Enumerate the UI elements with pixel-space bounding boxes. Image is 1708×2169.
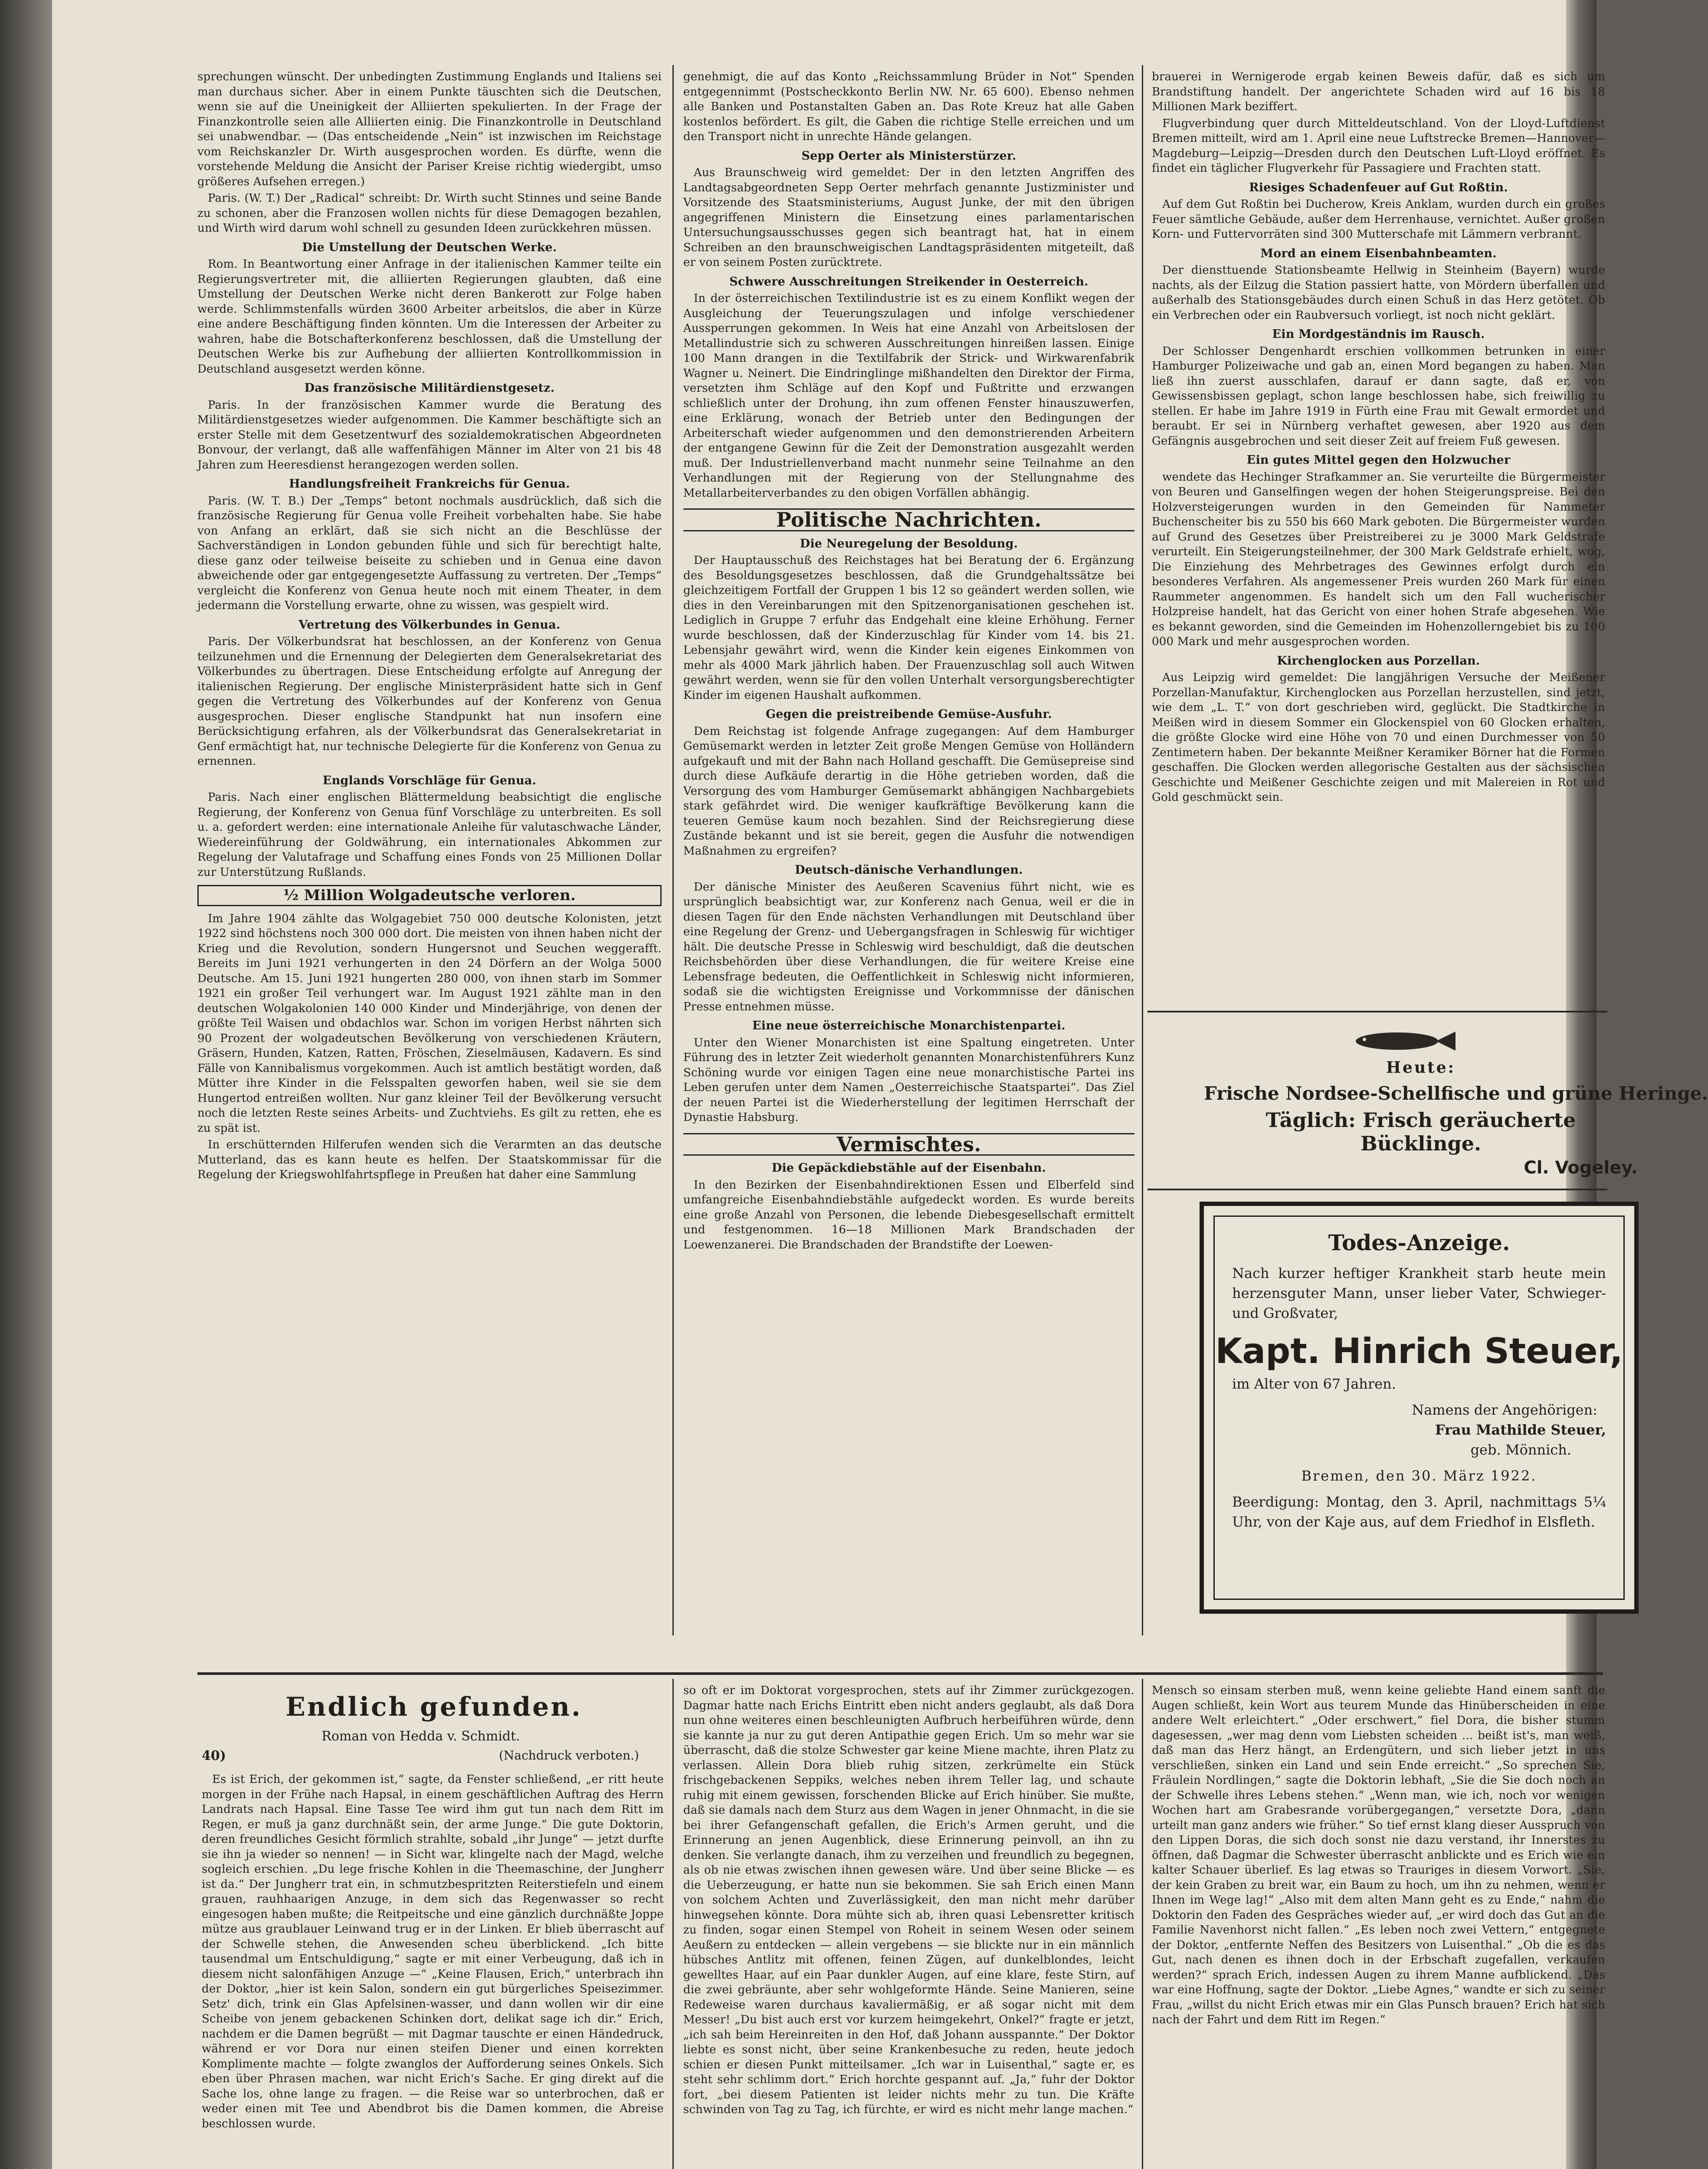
article-text: brauerei in Wernigerode ergab keinen Beweis dafür, daß es sich um Brandstiftung handelt. Der angerichtete Schaden wird auf 16 bis 18 Millionen Mark beziffert. bbox=[1152, 70, 1605, 113]
article-text: Aus Braunschweig wird gemeldet: Der in den letzten Angriffen des Landtagsabgeordneten Sepp Oerter mehrfach genannte Justizminister und Vorsitzende des Staatsministeriums, August Junke, der mit den übrigen angegriffenen Ministern die Einsetzung eines parlamentarischen Untersuchungsausschusses gegen sich beantragt hat, hat in einem Schreiben an den braunschweigischen Landtagspräsidenten mitgeteilt, daß er von seinem Posten zurücktrete. bbox=[683, 166, 1134, 269]
article-heading: Vertretung des Völkerbundes in Genua. bbox=[298, 618, 561, 632]
ad-rule bbox=[1147, 1189, 1607, 1190]
article-text: In erschütternden Hilferufen wenden sich die Verarmten an das deutsche Mutterland, das es kann heute es helfen. Der Staatskommissar für die Regelung der Kriegswohlfahrtspflege in Preußen hat daher eine Sammlung bbox=[197, 1138, 662, 1181]
article-heading: Englands Vorschläge für Genua. bbox=[322, 773, 537, 787]
article-text: Der Hauptausschuß des Reichstages hat bei Beratung der 6. Ergänzung des Besoldungsgesetzes beschlossen, daß die Grundgehaltssätze bei gleichzeitigem Fortfall der Gruppen 1 bis 12 so geändert werden sollen, wie dies in den Vereinbarungen mit den Spitzenorganisationen geschehen ist. Lediglich in Gruppe 7 erfuhr das Endgehalt eine kleine Erhöhung. Ferner wurde beschlossen, daß der Kinderzuschlag für Kinder vom 14. bis 21. Lebensjahr gewährt wird, wenn die Kinder kein eigenes Einkommen von mehr als 4000 Mark jährlich haben. Der Frauenzuschlag soll auch Witwen gewährt werden, wenn sie für den vollen Unterhalt versorgungsberechtigter Kinder im eigenen Haushalt aufkommen. bbox=[683, 554, 1134, 702]
article-heading: Sepp Oerter als Ministerstürzer. bbox=[801, 149, 1016, 163]
article-text: Im Jahre 1904 zählte das Wolgagebiet 750 000 deutsche Kolonisten, jetzt 1922 sind höchstens noch 300 000 dort. Die meisten von ihnen haben nicht der Krieg und die Revolution, sondern Hungersnot und Seuchen weggerafft. Bereits im Juni 1921 verhungerten in den 24 Dörfern an der Wolga 5000 Deutsche. Am 15. Juni 1921 hungerten 280 000, von ihnen starb im Sommer 1921 ein großer Teil verhungert war. Im August 1921 zählte man in den deutschen Wolgakolonien 140 000 Kinder und Minderjährige, von denen der größte Teil Waisen und obdachlos war. Schon im vorigen Herbst nährten sich 90 Prozent der wolgadeutschen Bevölkerung von verschiedenen Kräutern, Gräsern, Hunden, Katzen, Ratten, Fröschen, Zieselmäusen, Kadavern. Es sind Fälle von Kannibalismus vorgekommen. Auch ist amtlich bestätigt worden, daß Mütter ihre Kinder in die Felsspalten geworfen haben, weil sie sie dem Hungertod entreißen wollten. Nur ganz kleiner Teil der Bevölkerung versucht noch die letzten Reste seines Arbeits- und Zuchtviehs. Es gilt zu retten, ehe es zu spät ist. bbox=[197, 912, 662, 1135]
article-heading: Die Neuregelung der Besoldung. bbox=[800, 537, 1018, 550]
newspaper-page bbox=[52, 0, 1708, 2169]
signature-line-2: Frau Mathilde Steuer, bbox=[1435, 1422, 1606, 1438]
article-heading: Das französische Militärdienstgesetz. bbox=[304, 381, 555, 395]
ad-line-2: Täglich: Frisch geräucherte Bücklinge. bbox=[1265, 1108, 1576, 1155]
ad-rule bbox=[1147, 1011, 1607, 1012]
article-heading: Deutsch-dänische Verhandlungen. bbox=[795, 863, 1023, 877]
deceased-name: Kapt. Hinrich Steuer, bbox=[1215, 1331, 1623, 1371]
article-heading: Mord an einem Eisenbahnbeamten. bbox=[1260, 246, 1497, 260]
article-text: Paris. (W. T.) Der „Radical“ schreibt: Dr. Wirth sucht Stinnes und seine Bande zu schonen, aber die Franzosen wollen nichts für diese Demagogen bezahlen, und Wirth wird darum wohl schnell zu gesunden Ideen zurückkehren müssen. bbox=[197, 192, 662, 235]
serial-copyright-note: (Nachdruck verboten.) bbox=[499, 1748, 639, 1763]
serial-column-2 bbox=[683, 1683, 1134, 2169]
article-text: Paris. Der Völkerbundsrat hat beschlossen, an der Konferenz von Genua teilzunehmen und die Ernennung der Delegierten dem Generalsekretariat des Völkerbundes zu übertragen. Diese Entscheidung erfolgte auf Anregung der italienischen Regierung. Der englische Ministerpräsident hatte sich in Genf gegen die Vertretung des Völkerbundes auf der Konferenz von Genua ausgesprochen. Dieser englische Standpunkt hat nun insofern eine Berücksichtigung erfahren, als der Völkerbundsrat das Generalsekretariat in Genf ermächtigt hat, nur technische Delegierte für die Konferenz von Genua zu ernennen. bbox=[197, 635, 662, 768]
article-heading: Die Umstellung der Deutschen Werke. bbox=[302, 240, 557, 254]
serial-text: Es ist Erich, der gekommen ist,“ sagte, da Fenster schließend, „er ritt heute morgen in der Frühe nach Hapsal, in einem geschäftlichen Auftrag des Herrn Landrats nach Hapsal. Eine Tasse Tee wird ihm gut tun nach dem Ritt im Regen, er muß ja ganz durchnäßt sein, der arme Junge.“ Die gute Doktorin, deren freundliches Gesicht förmlich strahlte, sobald „ihr Junge“ — jetzt durfte sie ihn ja wieder so nennen! — in Sicht war, klingelte nach der Magd, welche sogleich erschien. „Du lege frische Kohlen in die Theemaschine, der Jungherr ist da.“ Der Jungherr trat ein, in schmutzbespritzten Reiterstiefeln und einem grauen, rauhhaarigen Anzuge, in dem sich das Regenwasser so recht eingesogen haben mußte; die Reitpeitsche und eine gänzlich durchnäßte Joppe mütze aus graublauer Leinwand trug er in der Linken. Er blieb überrascht auf der Schwelle stehen, die Anwesenden scheu überblickend. „Ich bitte tausendmal um Entschuldigung,“ sagte er mit einer Verbeugung, daß ich in diesem nicht salonfähigen Anzuge —“ „Keine Flausen, Erich,“ unterbrach ihn der Doktor, „hier ist kein Salon, sondern ein gut bürgerliches Speisezimmer. Setz' dich, trink ein Glas Apfelsinen-wasser, und dann wollen wir dir eine Scheibe von jenem gebackenen Schinken dort, delikat sage ich dir.“ Erich, nachdem er die Damen begrüßt — mit Dagmar tauschte er einen Händedruck, während er vor Dora nur einen steifen Diener und einen korrekten Komplimente machte — folgte zwanglos der Aufforderung seines Onkels. Sich eben über Phrasen machen, war nicht Erich's Sache. Er ging direkt auf die Sache los, ohne lange zu fragen. — die Reise war so unterbrochen, daß er weder einen mit Tee und Abendbrot bis die Damen kommen, die Abreise beschlossen wurde. bbox=[202, 1773, 664, 2130]
article-heading: ½ Million Wolgadeutsche verloren. bbox=[197, 885, 662, 906]
article-heading: Gegen die preistreibende Gemüse-Ausfuhr. bbox=[766, 708, 1052, 721]
advertisement-vogeley bbox=[1204, 1032, 1708, 1180]
ad-today: Heute: bbox=[1386, 1058, 1456, 1077]
article-text: Paris. Nach einer englischen Blättermeldung beabsichtigt die englische Regierung, der Konferenz von Genua fünf Vorschläge zu unterbreiten. Es soll u. a. gefordert werden: eine internationale Anleihe für valutaschwache Länder, Wiedereinführung der Goldwährung, ein internationales Abkommen zur Regelung der Valutafrage und Schaffung eines Fonds von 25 Millionen Dollar zur Unterstützung Rußlands. bbox=[197, 791, 662, 879]
article-text: In der österreichischen Textilindustrie ist es zu einem Konflikt wegen der Ausgleichung der Teuerungszulagen und infolge verschiedener Aussperrungen gekommen. In Weis hat eine Anzahl von Arbeitslosen der Metallindustrie sich zu schweren Ausschreitungen hinreißen lassen. Einige 100 Mann drangen in die Textilfabrik der Strick- und Wirkwarenfabrik Wagner u. Neinert. Die Eindringlinge mißhandelten den Direktor der Firma, versetzten ihm Schläge auf den Kopf und Fußtritte und erzwangen schließlich unter der Drohung, ihn zum offenen Fenster hinauszuwerfen, eine Erklärung, wonach der Betrieb unter den Bedingungen der Arbeiterschaft wieder aufgenommen und den demonstrierenden Arbeitern der entgangene Gewinn für die Zeit der Demonstration ausgezahlt werden muß. Der Industriellenverband macht nunmehr seine Teilnahme an den Verhandlungen mit der Regierung von der Stellungnahme des Metallarbeiterverbandes zu den obigen Vorfällen abhängig. bbox=[683, 292, 1134, 500]
article-text: Der diensttuende Stationsbeamte Hellwig in Steinheim (Bayern) wurde nachts, als der Eilzug die Station passiert hatte, von Mördern überfallen und außerhalb des Stationsgebäudes durch einen Schuß in das Herz getötet. Ob ein Verbrechen oder ein Raubversuch vorliegt, ist noch nicht geklärt. bbox=[1152, 264, 1605, 322]
article-text: Flugverbindung quer durch Mitteldeutschland. Von der Lloyd-Luftdienst Bremen mitteilt, wird am 1. April eine neue Luftstrecke Bremen—Hannover—Magdeburg—Leipzig—Dresden durch den Deutschen Luft-Lloyd eröffnet. Es findet ein täglicher Flugverkehr für Passagiere und Frachten statt. bbox=[1152, 117, 1605, 175]
article-heading: Riesiges Schadenfeuer auf Gut Roßtin. bbox=[1249, 180, 1508, 194]
article-text: Paris. In der französischen Kammer wurde die Beratung des Militärdienstgesetzes wieder aufgenommen. Die Kammer beschäftigte sich an erster Stelle mit dem Gesetzentwurf des sozialdemokratischen Abgeordneten Bonvour, der verlangt, daß alle waffenfähigen Männer im Alter von 21 bis 48 Jahren zum Heeresdienst herangezogen werden sollen. bbox=[197, 398, 662, 472]
serial-text: Mensch so einsam sterben muß, wenn keine geliebte Hand einem sanft die Augen schließt, kein Wort aus teurem Munde das Hinüberscheiden in eine andere Welt erleichtert.“ „Oder erschwert,“ fiel Dora, die bisher stumm dagesessen, „wer mag denn vom Liebsten scheiden ... beißt ist's, man weiß, daß man das Herz hängt, an Erdengütern, und sich lieber jetzt in uns verschließen, sinken ein Land und sein Ende erreicht.“ „So sprechen Sie, Fräulein Nordlingen,“ sagte die Doktorin lebhaft, „Sie die Sie doch noch an der Schwelle ihres Lebens stehen.“ „Wenn man, wie ich, noch vor wenigen Wochen hart am Grabesrande vorübergegangen,“ versetzte Dora, „dann urteilt man ganz anders wie früher.“ So tief ernst klang dieser Ausspruch von den Lippen Doras, die sich doch sonst nie dazu verstand, ihr Innerstes zu öffnen, daß Dagmar die Schwester überrascht anblickte und es Erich wie ein kalter Schauer überlief. Es lag etwas so Trauriges in diesem Vorwort. „Sie, der kein Graben zu breit war, ein Baum zu hoch, um ihn zu nehmen, wenn er Ihnen im Wege lag!“ „Also mit dem alten Mann geht es zu Ende,“ nahm die Doktorin den Faden des Gespräches wieder auf, „er wird doch das Gut an die Familie Navenhorst nicht fallen.“ „Es leben noch zwei Vettern,“ entgegnete der Doktor, „entfernte Neffen des Besitzers von Luisenthal.“ „Ob die es das Gut, nach denen es ihnen doch in der Erbschaft zugefallen, verkaufen werden?“ sprach Erich, indessen Augen zu ihrem Manne aufblickend. „Das war eine Hoffnung, sagte der Doktor. „Liebe Agnes,“ wandte er sich zu seiner Frau, „willst du nicht Erich etwas mir ein Glas Punsch brauen? Erich hat sich nach der Fahrt und dem Ritt im Regen.“ bbox=[1152, 1684, 1605, 2026]
section-heading: Vermischtes. bbox=[683, 1133, 1134, 1156]
serial-author: Roman von Hedda v. Schmidt. bbox=[321, 1729, 520, 1744]
article-text: Auf dem Gut Roßtin bei Ducherow, Kreis Anklam, wurden durch ein großes Feuer sämtliche Gebäude, außer dem Herrenhause, vernichtet. Außer großen Korn- und Futtervorräten sind 300 Mutterschafe mit Lämmern verbrannt. bbox=[1152, 198, 1605, 241]
serial-text: so oft er im Doktorat vorgesprochen, stets auf ihr Zimmer zurückgezogen. Dagmar hatte nach Erichs Eintritt eben nicht anders geglaubt, als daß Dora nun ohne weiteres einen beschleunigten Aufbruch herbeiführen würde, denn sie kannte ja nur zu gut deren Antipathie gegen Erich. Um so mehr war sie überrascht, daß die stolze Schwester gar keine Miene machte, ihren Platz zu verlassen. Allein Dora blieb ruhig sitzen, zerkrümelte ein Stück frischgebackenen Seppiks, welches neben ihrem Teller lag, und schaute ruhig mit einem gewissen, forschenden Blicke auf Erich hinüber. Sie mußte, daß sie damals nach dem Sturz aus dem Wagen in jener Ohnmacht, in die sie bei ihrer Gefangenschaft gefallen, die Erich's Armen geruht, und die Erinnerung an jenen Augenblick, diese Erinnerung peinvoll, an ihn zu denken. Sie verlangte danach, ihm zu verzeihen und freundlich zu begegnen, als ob nie etwas zwischen ihnen gewesen wäre. Und über seine Blicke — es die Ueberzeugung, er hatte nun sie bekommen. Sie sah Erich einen Mann von solchem Achten und Zuverlässigkeit, den man nicht mehr darüber hinwegsehen könnte. Dora mühte sich ab, ihren quasi Lebensretter kritisch zu finden, sogar einen Stempel von Roheit in seinem Wesen oder seinem Aeußern zu entdecken — allein vergebens — sie blickte nur in ein männlich hübsches Antlitz mit offenen, feinen Zügen, auf dunkelblondes, leicht gewelltes Haar, auf ein Paar dunkler Augen, auf eine klare, feste Stirn, auf die zwei gebräunte, aber sehr wohlgeformte Hände. Seine Manieren, seine Redeweise waren durchaus kavaliermäßig, er aß sogar nicht mit dem Messer! „Du bist auch erst vor kurzem heimgekehrt, Onkel?“ fragte er jetzt, „ich sah beim Hereinreiten in den Hof, daß Johann ausspannte.“ Der Doktor liebte es sonst nicht, über seine Krankenbesuche zu reden, heute jedoch schien er diesen Punkt mitteilsamer. „Ich war in Luisenthal,“ sagte er, es steht sehr schlimm dort.“ Erich horchte gespannt auf. „Ja,“ fuhr der Doktor fort, „bei diesem Patienten ist leider nichts mehr zu tun. Die Kräfte schwinden von Tag zu Tag, ich fürchte, er wird es nicht mehr lange machen.“ bbox=[683, 1684, 1134, 2116]
article-heading: Ein gutes Mittel gegen den Holzwucher bbox=[1246, 453, 1511, 467]
ad-firm: Cl. Vogeley. bbox=[1524, 1158, 1638, 1178]
article-heading: Ein Mordgeständnis im Rausch. bbox=[1272, 328, 1485, 341]
column-rule bbox=[672, 65, 674, 1635]
article-text: Der dänische Minister des Aeußeren Scavenius führt nicht, wie es ursprünglich beabsichtigt war, zur Konferenz nach Genua, weil er die in diesen Tagen für den Ende nächsten Verhandlungen mit Deutschland über eine Regelung der Grenz- und Uebergangsfragen in Schleswig für wichtiger hält. Die deutsche Presse in Schleswig wird beschuldigt, daß die deutschen Reichsbehörden über diese Verhandlungen, die für weitere Kreise eine Lebensfrage bedeuten, die Oeffentlichkeit in Schleswig nicht informieren, sodaß sie die wichtigsten Ereignisse und Vorkommnisse der dänischen Presse entnehmen müsse. bbox=[683, 880, 1134, 1013]
article-heading: Handlungsfreiheit Frankreichs für Genua. bbox=[289, 477, 570, 491]
ad-line-1: Frische Nordsee-Schellfische und grüne Heringe. bbox=[1204, 1083, 1708, 1104]
scan-border-left bbox=[0, 0, 52, 2169]
funeral-info: Beerdigung: Montag, den 3. April, nachmittags 5¼ Uhr, von der Kaje aus, auf dem Friedhof in Elsfleth. bbox=[1232, 1494, 1606, 1530]
feuilleton-rule bbox=[197, 1672, 1603, 1675]
article-heading: Die Gepäckdiebstähle auf der Eisenbahn. bbox=[771, 1161, 1046, 1175]
death-notice-text: Nach kurzer heftiger Krankheit starb heute mein herzensguter Mann, unser lieber Vater, Schwieger- und Großvater, bbox=[1232, 1265, 1606, 1321]
article-heading: Schwere Ausschreitungen Streikender in Oesterreich. bbox=[729, 275, 1088, 288]
serial-column-3 bbox=[1152, 1683, 1605, 2169]
column-rule bbox=[1142, 1679, 1143, 2169]
article-text: Der Schlosser Dengenhardt erschien vollkommen betrunken in einer Hamburger Polizeiwache und gab an, einen Mord begangen zu haben. Man ließ ihn zuerst ausschlafen, darauf er dann sagte, daß er, von Gewissensbissen geplagt, schon lange beschlossen habe, sich freiwillig zu stellen. Er habe im Jahre 1919 in Fürth eine Frau mit Gewalt ermordet und beraubt. Er sei in Nürnberg verhaftet gewesen, aber 1920 aus dem Gefängnis ausgebrochen und seit dieser Zeit auf freiem Fuß gewesen. bbox=[1152, 344, 1605, 448]
article-text: Paris. (W. T. B.) Der „Temps“ betont nochmals ausdrücklich, daß sich die französische Regierung für Genua volle Freiheit vorbehalten habe. Sie habe von Anfang an erklärt, daß sie sich nicht an die Beschlüsse der Sachverständigen in London gebunden fühle und sich für berechtigt halte, diese ganz oder teilweise beiseite zu schieben und in Genua eine davon abweichende oder gar entgegengesetzte Auffassung zu vertreten. Der „Temps“ vergleicht die Konferenz von Genua heute noch mit einem Theater, in dem jedermann die Vorstellung erwarte, ohne zu wissen, was gespielt wird. bbox=[197, 494, 662, 612]
article-text: Rom. In Beantwortung einer Anfrage in der italienischen Kammer teilte ein Regierungsvertreter mit, die alliierten Regierungen glaubten, daß eine Umstellung der Deutschen Werke nicht deren Bankerott zur Folge haben werde. Schlimmstenfalls würden 3600 Arbeiter arbeitslos, die aber in Kürze eine andere Beschäftigung finden könnten. Um die Interessen der Arbeiter zu wahren, habe die Botschafterkonferenz beschlossen, daß die Umstellung der Deutschen Werke bis zur Aufhebung der alliierten Kontrollkommission in Deutschland ausgesetzt werden könne. bbox=[197, 258, 662, 376]
column-2 bbox=[683, 69, 1134, 1666]
article-text: genehmigt, die auf das Konto „Reichssammlung Brüder in Not“ Spenden entgegennimmt (Postscheckkonto Berlin NW. Nr. 65 600). Ebenso nehmen alle Banken und Postanstalten Gaben an. Das Rote Kreuz hat alle Gaben kostenlos befördert. Es gilt, die Gaben die richtige Stelle erreichen und um den Transport nicht in unrechte Hände gelangen. bbox=[683, 70, 1134, 143]
serial-column-1 bbox=[202, 1772, 664, 2169]
article-heading: Eine neue österreichische Monarchistenpartei. bbox=[752, 1019, 1065, 1032]
article-text: In den Bezirken der Eisenbahndirektionen Essen und Elberfeld sind umfangreiche Eisenbahndiebstähle aufgedeckt worden. Es wurde bereits eine große Anzahl von Personen, die lebende Diebesgesellschaft ermittelt und festgenommen. 16—18 Millionen Mark Brandschaden der Loewenzanerei. Die Brandschaden der Brandstifte der Loewen- bbox=[683, 1178, 1134, 1252]
article-heading: Kirchenglocken aus Porzellan. bbox=[1277, 654, 1480, 668]
death-notice-frame bbox=[1213, 1216, 1625, 1600]
signature-line-3: geb. Mönnich. bbox=[1470, 1442, 1571, 1458]
column-1 bbox=[197, 69, 662, 1666]
section-heading: Politische Nachrichten. bbox=[683, 508, 1134, 531]
article-text: Unter den Wiener Monarchisten ist eine Spaltung eingetreten. Unter Führung des in letzter Zeit wiederholt genannten Monarchistenführers Kunz Schöning wurde vor einigen Tagen eine neue monarchistische Partei ins Leben gerufen unter dem Namen „Oesterreichische Staatspartei“. Das Ziel der neuen Partei ist die Wiederherstellung der legitimen Herrschaft der Dynastie Habsburg. bbox=[683, 1036, 1134, 1124]
article-text: Aus Leipzig wird gemeldet: Die langjährigen Versuche der Meißener Porzellan-Manufaktur, Kirchenglocken aus Porzellan herzustellen, sind jetzt, wie dem „L. T.“ von dort geschrieben wird, geglückt. Die Stadtkirche in Meißen wird in diesem Sommer ein Glockenspiel von 60 Glocken erhalten, die größte Glocke wird eine Höhe von 70 und einen Durchmesser von 50 Zentimetern haben. Der bekannte Meißner Keramiker Börner hat die Formen geschaffen. Die Glocken werden allegorische Gestalten aus der sächsischen Geschichte und Meißener Geschichte zeigen und mit Malereien in Rot und Gold geschmückt sein. bbox=[1152, 671, 1605, 804]
article-text: sprechungen wünscht. Der unbedingten Zustimmung Englands und Italiens sei man durchaus sicher. Aber in einem Punkte täuschten sich die Deutschen, wenn sie auf die Uneinigkeit der Alliierten spekulierten. In der Frage der Finanzkontrolle seien alle Alliierten einig. Die Finanzkontrolle in Deutschland sei unabwendbar. — (Das entscheidende „Nein“ ist inzwischen im Reichstage vom Reichskanzler Dr. Wirth ausgesprochen worden. Es dürfte, wenn die vorstehende Meldung die Ansicht der Pariser Kreise richtig wiedergibt, umso größeres Aufsehen erregen.) bbox=[197, 70, 662, 188]
column-rule bbox=[1142, 65, 1143, 1635]
notice-place-date: Bremen, den 30. März 1922. bbox=[1301, 1468, 1537, 1484]
signature-line-1: Namens der Angehörigen: bbox=[1412, 1402, 1597, 1418]
column-rule bbox=[672, 1679, 674, 2169]
column-3 bbox=[1152, 69, 1605, 1006]
death-notice bbox=[1200, 1202, 1639, 1614]
deceased-age: im Alter von 67 Jahren. bbox=[1232, 1376, 1396, 1392]
article-text: Dem Reichstag ist folgende Anfrage zugegangen: Auf dem Hamburger Gemüsemarkt werden in letzter Zeit große Mengen Gemüse von Holländern aufgekauft und mit der Bahn nach Holland geschafft. Die Gemüsepreise sind durch diese Aufkäufe derartig in die Höhe getrieben worden, daß die Versorgung des vom Hamburger Gemüsemarkt abhängigen Nachbargebiets stark gefährdet wird. Die weniger kaufkräftige Bevölkerung kann die teueren Gemüse kaum noch bezahlen. Sind der Reichsregierung diese Zustände bekannt und ist sie bereit, gegen die Ausfuhr die notwendigen Maßnahmen zu ergreifen? bbox=[683, 724, 1134, 858]
serial-title: Endlich gefunden. bbox=[285, 1692, 582, 1722]
article-text: wendete das Hechinger Strafkammer an. Sie verurteilte die Bürgermeister von Beuren und Ganselfingen wegen der hohen Steigerungspreise. Bei den Holzversteigerungen wurden in den Gemeinden für Nammeter Buchenscheiter bis zu 550 bis 660 Mark geboten. Die Bürgermeister wurden auf Grund des Gesetzes über Preistreiberei zu je 3000 Mark Geldstrafe verurteilt. Ein Steigerungsteilnehmer, der 300 Mark Geldstrafe erhielt, wog, Die Einziehung des Mehrbetrages des Gewinnes erfolgt durch ein besonderes Verfahren. Als angemessener Preis wurden 260 Mark für einen Raummeter angenommen. Es handelt sich um den Fall wucherischer Holzpreise handelt, hat das Gericht von einer hohen Strafe abgesehen. Wie es bekannt geworden, sind die Gemeinden im Hohenzollerngebiet bis zu 100 000 Mark und mehr ausgesprochen worden. bbox=[1152, 470, 1605, 648]
death-notice-title: Todes-Anzeige. bbox=[1328, 1230, 1510, 1255]
serial-number: 40) bbox=[202, 1748, 226, 1763]
